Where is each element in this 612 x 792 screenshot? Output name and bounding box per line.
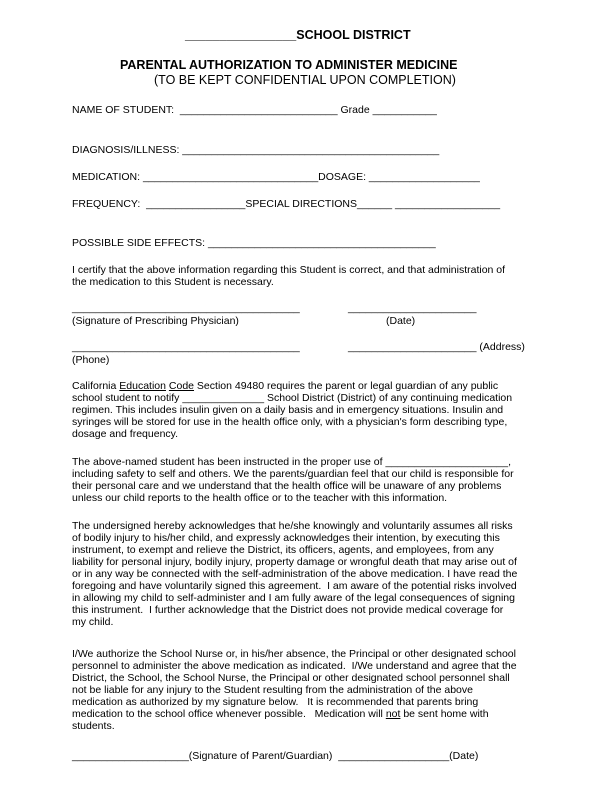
- code-underlined: Code: [168, 380, 195, 392]
- physician-phone-label: (Phone): [72, 354, 110, 366]
- code-line-1: [72, 380, 498, 392]
- authorize-line-7: students.: [72, 720, 115, 732]
- code-line-2: school student to notify ______________ School District (District) of any continuing medication: [72, 392, 513, 404]
- district-title: ________________SCHOOL DISTRICT: [185, 28, 411, 42]
- instructed-line-1: The above-named student has been instructed in the proper use of _____________________,: [72, 456, 512, 468]
- authorize-line-4: not be liable for any injury to the Student resulting from the administration of the above: [72, 684, 473, 696]
- instructed-line-3: their personal care and we understand that the health office will be unaware of any problems: [72, 480, 502, 492]
- code-line-1-prefix: California: [72, 380, 120, 392]
- frequency-directions-field[interactable]: FREQUENCY: _________________SPECIAL DIRECTIONS______ __________________: [72, 198, 501, 210]
- code-line-3: regimen. This includes insulin given on a daily basis and in emergency situations. Insulin and: [72, 404, 504, 416]
- code-line-1-suffix: Section 49480 requires the parent or legal guardian of any public: [194, 380, 499, 392]
- code-line-4: syringes will be stored for use in the health office only, with a physician's form describing type,: [72, 416, 508, 428]
- authorize-line-6: [72, 708, 489, 720]
- acknowledge-line-3: instrument, to exempt and relieve the District, its officers, agents, and employees, from any: [72, 544, 494, 556]
- physician-signature-label: (Signature of Prescribing Physician): [72, 315, 239, 327]
- instructed-line-4: unless our child reports to the health office or to the teacher with this information.: [72, 492, 448, 504]
- code-line-5: dosage and frequency.: [72, 428, 179, 440]
- student-name-field[interactable]: NAME OF STUDENT: ___________________________ Grade ___________: [72, 104, 437, 116]
- authorize-line-6-prefix: medication to the school office whenever possible. Medication will: [72, 708, 386, 720]
- physician-address-line[interactable]: ______________________ (Address): [348, 341, 525, 353]
- instructed-line-2: including safety to self and others. We the parents/guardian feel that our child is responsible for: [72, 468, 514, 480]
- acknowledge-line-9: my child.: [72, 616, 114, 628]
- certify-line-2: the medication to this Student is necessary.: [72, 276, 274, 288]
- medication-dosage-field[interactable]: MEDICATION: ______________________________DOSAGE: ___________________: [72, 171, 480, 183]
- physician-signature-line[interactable]: _______________________________________: [72, 302, 300, 314]
- authorize-line-5: medication as authorized by my signature below. It is recommended that parents bring: [72, 696, 479, 708]
- not-underlined: not: [385, 708, 401, 720]
- form-title: PARENTAL AUTHORIZATION TO ADMINISTER MEDICINE: [120, 58, 458, 72]
- authorize-line-3: District, the School, the School Nurse, the Principal or other designated school personnel shall: [72, 672, 510, 684]
- certify-line-1: I certify that the above information regarding this Student is correct, and that administration of: [72, 264, 506, 276]
- side-effects-field[interactable]: POSSIBLE SIDE EFFECTS: _______________________________________: [72, 237, 436, 249]
- education-underlined: Education: [119, 380, 166, 392]
- acknowledge-line-7: in allowing my child to self-administer and I am fully aware of the legal consequences of signing: [72, 592, 515, 604]
- authorize-line-6-suffix: be sent home with: [400, 708, 489, 720]
- authorize-line-1: I/We authorize the School Nurse or, in his/her absence, the Principal or other designated school: [72, 648, 516, 660]
- physician-date-label: (Date): [386, 315, 416, 327]
- acknowledge-line-1: The undersigned hereby acknowledges that he/she knowingly and voluntarily assumes all risks: [72, 520, 513, 532]
- physician-phone-line[interactable]: _______________________________________: [72, 341, 300, 353]
- authorize-line-2: personnel to administer the above medication as indicated. I/We understand and agree that the: [72, 660, 517, 672]
- acknowledge-line-6: foregoing and have voluntarily signed this agreement. I am aware of the potential risks involved: [72, 580, 517, 592]
- acknowledge-line-2: of bodily injury to his/her child, and expressly acknowledges their intention, by executing this: [72, 532, 500, 544]
- physician-date-line[interactable]: ______________________: [348, 302, 477, 314]
- acknowledge-line-4: liability for personal injury, bodily injury, property damage or wrongful death that may arise out of: [72, 556, 517, 568]
- diagnosis-field[interactable]: DIAGNOSIS/ILLNESS: ____________________________________________: [72, 144, 440, 156]
- parent-signature-line[interactable]: ____________________(Signature of Parent/Guardian) ___________________(Date): [72, 750, 479, 762]
- form-subtitle: (TO BE KEPT CONFIDENTIAL UPON COMPLETION): [154, 73, 456, 87]
- acknowledge-line-5: or in any way be connected with the self-administration of the above medication. I have read the: [72, 568, 518, 580]
- acknowledge-line-8: this instrument. I further acknowledge that the District does not provide medical coverage for: [72, 604, 504, 616]
